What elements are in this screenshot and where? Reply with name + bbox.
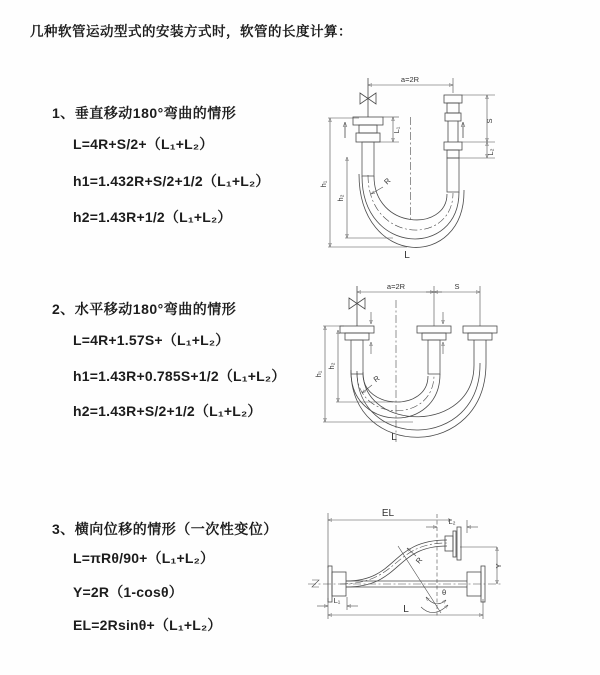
section-2-heading: 2、水平移动180°弯曲的情形 (52, 301, 237, 317)
section-3-formula-EL: EL=2Rsinθ+（L₁+L₂） (73, 617, 222, 633)
svg-text:R: R (371, 373, 382, 385)
section-1-heading: 1、垂直移动180°弯曲的情形 (52, 105, 237, 121)
dimension-h1 (319, 118, 407, 247)
dimension-y (460, 547, 503, 584)
section-2-formula-h2: h2=1.43R+S/2+1/2（L₁+L₂） (73, 403, 262, 419)
middle-flange-fitting (417, 326, 451, 374)
valve-icon (360, 78, 376, 117)
svg-text:S: S (454, 282, 460, 291)
section-3-formula-Y: Y=2R（1-cosθ） (73, 584, 183, 600)
svg-text:L: L (403, 604, 409, 615)
dimension-a2r-s (357, 282, 480, 326)
svg-text:L₂: L₂ (448, 517, 456, 526)
section-1-formula-h2: h2=1.43R+1/2（L₁+L₂） (73, 209, 232, 225)
svg-text:h₂: h₂ (327, 362, 336, 370)
angle-theta (398, 546, 448, 613)
shifted-flange-fitting (463, 326, 497, 364)
dimension-s (459, 95, 495, 158)
section-1-formula-L: L=4R+S/2+（L₁+L₂） (73, 136, 214, 152)
section-2-formula-L: L=4R+1.57S+（L₁+L₂） (73, 332, 230, 348)
right-flange-fitting (444, 95, 462, 192)
section-1-formula-h1: h1=1.432R+S/2+1/2（L₁+L₂） (73, 173, 270, 189)
svg-text:a=2R: a=2R (400, 75, 420, 84)
hose-braid (428, 340, 440, 374)
length-label: L (391, 432, 397, 443)
diagram-horizontal-180-bend (308, 282, 600, 462)
dimension-l1 (317, 596, 358, 610)
dimension-l (328, 598, 483, 619)
straight-pipe (308, 580, 503, 587)
radius-label (362, 373, 382, 393)
section-3-formula-L: L=πRθ/90+（L₁+L₂） (73, 550, 215, 566)
svg-text:S: S (485, 118, 494, 124)
length-label: L (404, 250, 410, 261)
svg-text:Y: Y (494, 563, 503, 569)
svg-text:EL: EL (381, 508, 395, 519)
svg-text:R: R (382, 176, 393, 187)
dimension-l2 (426, 517, 478, 533)
svg-text:h₁: h₁ (314, 370, 323, 378)
centerline-break-mark (312, 580, 319, 587)
displaced-flange (445, 527, 461, 560)
svg-text:θ: θ (442, 588, 447, 597)
dimension-l1 (374, 117, 401, 142)
section-3-heading: 3、横向位移的情形（一次性变位） (52, 521, 278, 537)
left-flange-fitting (340, 326, 374, 374)
hose-braid (351, 340, 363, 374)
left-flange-fitting (353, 117, 383, 176)
svg-text:L₁: L₁ (392, 126, 401, 134)
diagram-lateral-displacement (300, 500, 600, 655)
svg-text:L₂: L₂ (486, 148, 495, 156)
svg-text:L₁: L₁ (333, 596, 341, 605)
diagram-vertical-180-bend (315, 72, 590, 262)
dimension-a2r (368, 75, 453, 93)
hose-s-curve (340, 540, 447, 587)
svg-text:a=2R: a=2R (386, 282, 406, 291)
section-2-formula-h1: h1=1.43R+0.785S+1/2（L₁+L₂） (73, 368, 286, 384)
svg-text:R: R (413, 555, 425, 566)
page-title: 几种软管运动型式的安装方式时，软管的长度计算： (30, 24, 352, 39)
hose-braid (362, 142, 374, 176)
hose-braid (447, 158, 459, 192)
dimension-el (328, 508, 452, 568)
svg-text:h₁: h₁ (319, 180, 328, 188)
svg-text:h₂: h₂ (336, 194, 345, 202)
